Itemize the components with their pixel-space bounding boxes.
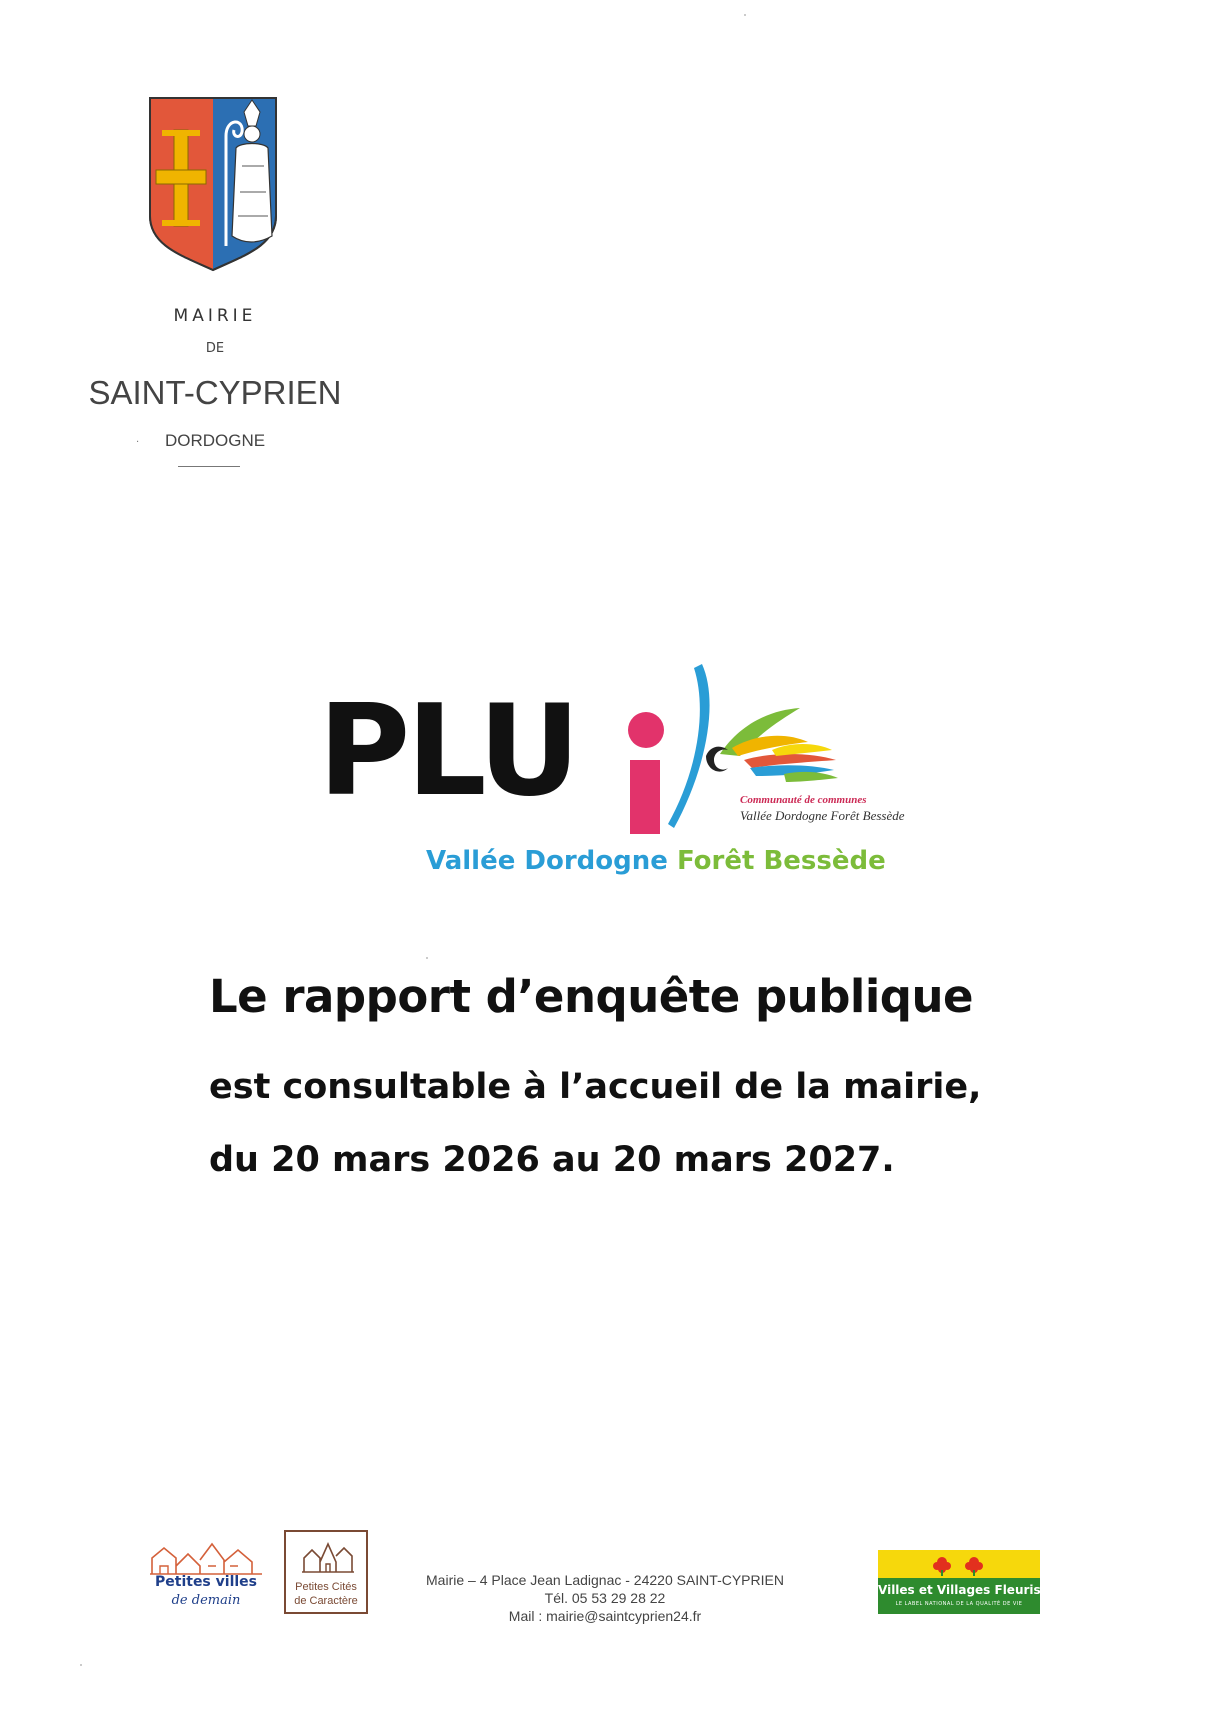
pvd-line2: de demain — [171, 1593, 241, 1608]
pvd-line1: Petites villes — [155, 1574, 257, 1590]
petites-villes-de-demain-badge — [146, 1536, 266, 1612]
coat-of-arms-icon — [148, 96, 278, 272]
plui-i-stem — [630, 760, 660, 834]
mairie-phone: Tél. 05 53 29 28 22 — [544, 1590, 666, 1606]
plui-subtitle-part2: Forêt Bessède — [676, 846, 886, 876]
department-label: DORDOGNE — [164, 431, 266, 450]
scan-speck — [80, 1664, 82, 1666]
villes-et-villages-fleuris-badge — [878, 1550, 1040, 1614]
mairie-email: Mail : mairie@saintcyprien24.fr — [508, 1608, 702, 1624]
community-name: Vallée Dordogne Forêt Bessède — [740, 808, 905, 823]
notice-location: est consultable à l’accueil de la mairie, — [209, 1067, 982, 1107]
plui-subtitle — [426, 846, 886, 876]
houses-icon — [146, 1536, 266, 1576]
flowers-icon — [930, 1554, 990, 1576]
de-label: DE — [205, 341, 225, 356]
vvf-subtitle: LE LABEL NATIONAL DE LA QUALITÉ DE VIE — [895, 1601, 1023, 1607]
notice-dates: du 20 mars 2026 au 20 mars 2027. — [209, 1140, 895, 1180]
pcc-line2: de Caractère — [294, 1595, 358, 1607]
vvf-title: Villes et Villages Fleuris — [878, 1583, 1041, 1597]
mairie-address: Mairie – 4 Place Jean Ladignac - 24220 SAINT-CYPRIEN — [426, 1572, 784, 1588]
pcc-line1: Petites Cités — [295, 1581, 357, 1593]
scan-speck — [426, 957, 428, 959]
village-icon — [300, 1538, 356, 1574]
mairie-label: MAIRIE — [173, 306, 257, 326]
plui-wordmark: PLU — [318, 677, 577, 824]
plui-i-dot — [628, 712, 664, 748]
plui-subtitle-part1: Vallée Dordogne — [426, 846, 668, 876]
bullet-dot: · — [136, 437, 140, 448]
scan-speck — [744, 14, 746, 16]
notice-title: Le rapport d’enquête publique — [209, 970, 974, 1023]
petites-cites-de-caractere-badge — [284, 1530, 368, 1614]
town-name: SAINT-CYPRIEN — [88, 374, 342, 411]
header-divider — [178, 466, 240, 467]
community-label: Communauté de communes — [740, 794, 867, 806]
